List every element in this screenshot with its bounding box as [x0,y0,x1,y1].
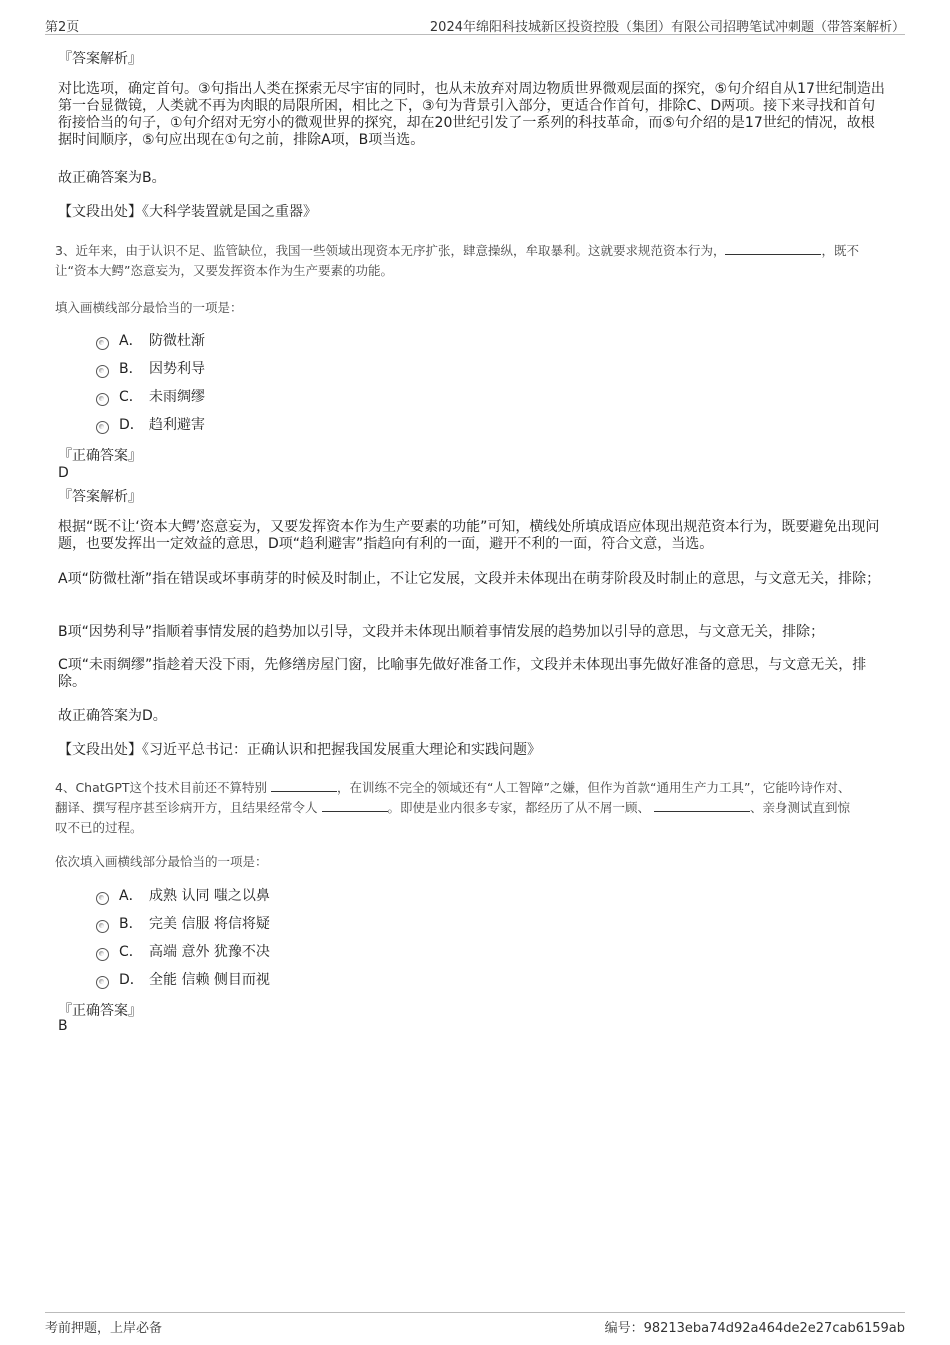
page-number: 第2页 [45,20,80,35]
radio-icon[interactable] [96,393,109,406]
analysis-paragraph: C项“未雨绸缪”指趁着天没下雨，先修缮房屋门窗，比喻事先做好准备工作，文段并未体现出事先做好准备的意思，与文意无关，排除。 [58,657,867,690]
source-citation: 【文段出处】《大科学装置就是国之重器》 [58,204,317,220]
question-4-option-c[interactable]: C． 高端 意外 犹豫不决 [96,941,270,961]
question-4-text: 4、ChatGPT这个技术目前还不算特别 ，在训练不完全的领域还有“人工智障”之嫌，但作为首款“通用生产力工具”，它能吟诗作对、 翻译、撰写程序甚至诊病开方，且结果经常令人 。即使是业内很多专家，都经历了从不屑一顾、 、亲身测试直到惊 叹不已的过程。 [55,780,851,835]
correct-answer-tag: 『正确答案』 [58,1003,142,1019]
conclusion: 故正确答案为B。 [58,170,166,186]
question-4-option-b[interactable]: B． 完美 信服 将信将疑 [96,913,270,933]
document-id: 编号：98213eba74d92a464de2e27cab6159ab [604,1321,905,1336]
radio-icon[interactable] [96,976,109,989]
analysis-paragraph: 根据“既不让‘资本大鳄’恣意妄为，又要发挥资本作为生产要素的功能”可知，横线处所填成语应体现出规范资本行为，既要避免出现问题，也要发挥出一定效益的意思，D项“趋利避害”指趋向有利的一面，避开不利的一面，符合文意，当选。 [58,519,880,552]
correct-answer: B [58,1018,68,1034]
radio-icon[interactable] [96,948,109,961]
analysis-paragraph: A项“防微杜渐”指在错误或坏事萌芽的时候及时制止，不让它发展，文段并未体现出在萌芽阶段及时制止的意思，与文意无关，排除； [58,571,881,587]
question-3-option-b[interactable]: B． 因势利导 [96,358,205,378]
correct-answer-tag: 『正确答案』 [58,448,142,464]
radio-icon[interactable] [96,337,109,350]
question-4-option-d[interactable]: D． 全能 信赖 侧目而视 [96,969,270,989]
question-3-text-part-a: 3、近年来，由于认识不足、监管缺位，我国一些领域出现资本无序扩张，肆意操纵，牟取暴利。这就要求规范资本行为， [55,243,726,258]
question-3-text-part-b: ，既不让“资本大鳄”恣意妄为，又要发挥资本作为生产要素的功能。 [55,243,859,278]
question-4-prompt: 依次填入画横线部分最恰当的一项是： [55,854,268,869]
analysis-paragraph: 对比选项，确定首句。③句指出人类在探索无尽宇宙的同时，也从未放弃对周边物质世界微观层面的探究，⑤句介绍自从17世纪制造出第一台显微镜，人类就不再为肉眼的局限所困，相比之下，③句为背景引入部分，更适合作首句，排除C、D两项。接下来寻找和首句衔接恰当的句子，①句介绍对无穷小的微观世界的探究，却在20世纪引发了一系列的科技革命，而⑤句介绍的是17世纪的情况，故根据时间顺序，⑤句应出现在①句之前，排除A项，B项当选。 [58,81,885,148]
question-3-prompt: 填入画横线部分最恰当的一项是： [55,300,243,315]
question-3-option-a[interactable]: A． 防微杜渐 [96,330,205,350]
answer-blank [654,799,750,812]
analysis-tag: 『答案解析』 [58,489,142,505]
question-3-option-d[interactable]: D． 趋利避害 [96,414,205,434]
page-header [45,14,905,35]
correct-answer: D [58,465,69,481]
question-3-option-c[interactable]: C． 未雨绸缪 [96,386,205,406]
question-4-option-a[interactable]: A． 成熟 认同 嗤之以鼻 [96,885,270,905]
analysis-tag: 『答案解析』 [58,51,142,67]
radio-icon[interactable] [96,892,109,905]
document-title: 2024年绵阳科技城新区投资控股（集团）有限公司招聘笔试冲刺题（带答案解析） [429,20,905,35]
analysis-paragraph: B项“因势利导”指顺着事情发展的趋势加以引导，文段并未体现出顺着事情发展的趋势加以引导的意思，与文意无关，排除； [58,624,825,640]
conclusion: 故正确答案为D。 [58,708,167,724]
radio-icon[interactable] [96,920,109,933]
answer-blank [725,242,821,255]
source-citation: 【文段出处】《习近平总书记：正确认识和把握我国发展重大理论和实践问题》 [58,742,541,758]
radio-icon[interactable] [96,365,109,378]
radio-icon[interactable] [96,421,109,434]
question-3-text [55,241,885,281]
answer-blank [271,779,337,792]
footer-slogan: 考前押题，上岸必备 [45,1321,163,1336]
answer-blank [322,799,388,812]
page-footer [45,1312,905,1336]
